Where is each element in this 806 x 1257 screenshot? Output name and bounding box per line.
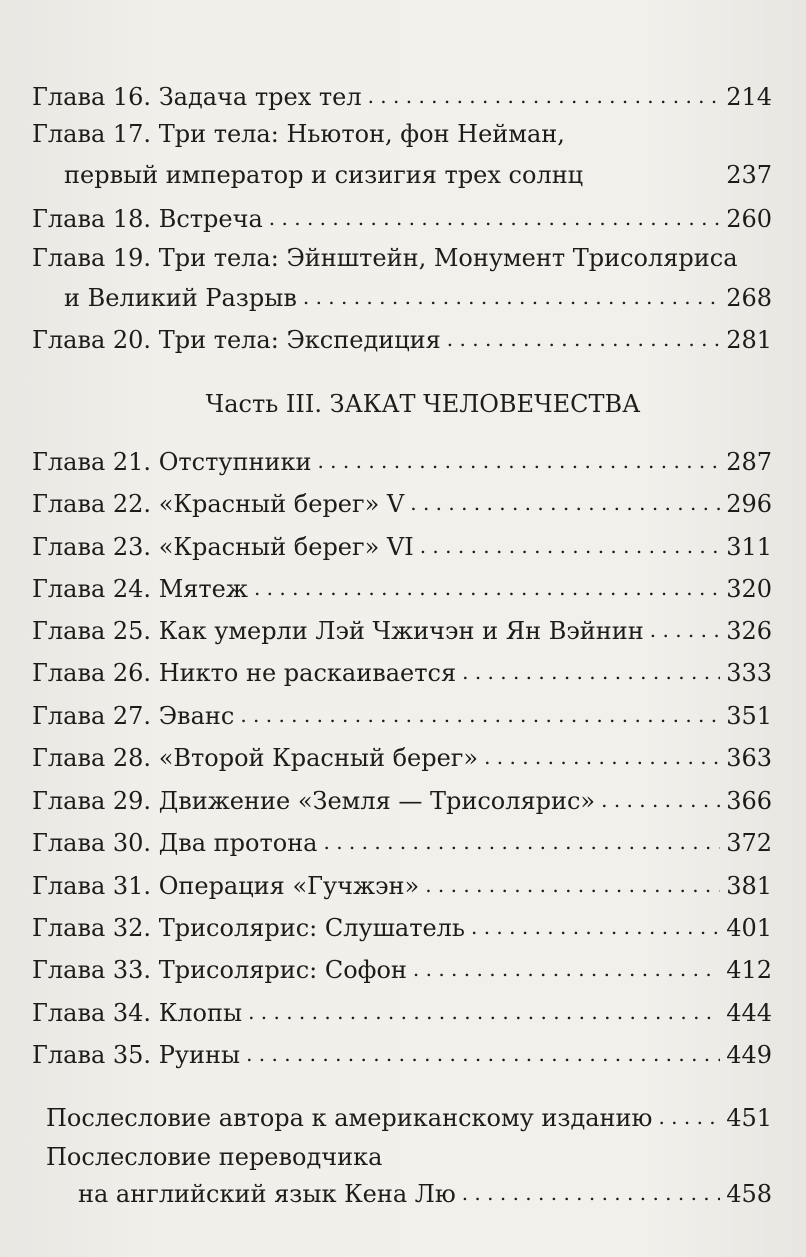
- toc-entry-afterword-author: [46, 1103, 772, 1134]
- dot-leader: [462, 657, 720, 687]
- toc-entry-title: Глава 35. Руины: [32, 1041, 241, 1069]
- toc-entry-afterword-translator: [78, 1179, 772, 1210]
- toc-entry-title: Глава 31. Операция «Гучжэн»: [32, 872, 420, 900]
- toc-entry-page: 260: [726, 205, 772, 233]
- toc-entry-title: Глава 22. «Красный берег» V: [32, 490, 405, 518]
- toc-entry-title: Глава 34. Клопы: [32, 999, 243, 1027]
- toc-entry: [32, 616, 772, 647]
- dot-leader: [368, 81, 721, 111]
- dot-leader: [240, 700, 720, 730]
- toc-entry-page: 366: [726, 787, 772, 815]
- toc-entry-title-line1: Глава 19. Три тела: Эйнштейн, Монумент Трисоляриса: [32, 244, 738, 272]
- toc-entry: [32, 325, 772, 356]
- toc-entry: [32, 82, 772, 113]
- toc-entry: [32, 574, 772, 605]
- toc-entry-title-line1: Послесловие переводчика: [46, 1143, 383, 1171]
- toc-entry: [32, 447, 772, 478]
- toc-entry: [32, 701, 772, 732]
- toc-entry-title: Глава 21. Отступники: [32, 448, 312, 476]
- dot-leader: [248, 997, 720, 1027]
- toc-entry: [32, 786, 772, 817]
- toc-entry-title: Глава 26. Никто не раскаивается: [32, 659, 457, 687]
- toc-entry: [32, 871, 772, 902]
- toc-entry-page: 320: [726, 575, 772, 603]
- toc-entry-title-line1: Глава 17. Три тела: Ньютон, фон Нейман,: [32, 120, 565, 148]
- toc-entry-title: Глава 16. Задача трех тел: [32, 83, 362, 111]
- dot-leader: [484, 742, 720, 772]
- toc-entry-page: 412: [726, 956, 772, 984]
- toc-entry-page: 451: [726, 1104, 772, 1132]
- dot-leader: [410, 488, 720, 518]
- toc-entry-page: 363: [726, 744, 772, 772]
- toc-entry-page: 449: [726, 1041, 772, 1069]
- dot-leader: [413, 954, 720, 984]
- dot-leader: [317, 446, 720, 476]
- toc-entry: [32, 204, 772, 235]
- toc-entry-title: Глава 32. Трисолярис: Слушатель: [32, 914, 465, 942]
- dot-leader: [303, 282, 720, 312]
- toc-entry: [32, 913, 772, 944]
- toc-entry-page: 268: [726, 284, 772, 312]
- dot-leader: [254, 573, 720, 603]
- toc-entry-page: 458: [726, 1180, 772, 1208]
- toc-entry-title: и Великий Разрыв: [64, 284, 297, 312]
- toc-entry: [32, 1040, 772, 1071]
- toc-entry-title: Глава 27. Эванс: [32, 702, 235, 730]
- dot-leader: [658, 1102, 720, 1132]
- dot-leader: [420, 531, 720, 561]
- toc-entry: [32, 743, 772, 774]
- toc-entry-title: первый император и сизигия трех солнц: [64, 161, 584, 189]
- dot-leader: [471, 912, 720, 942]
- toc-entry-page: 287: [726, 448, 772, 476]
- dot-leader: [601, 785, 720, 815]
- dot-leader: [462, 1178, 720, 1208]
- toc-entry-title: Послесловие автора к американскому изданию: [46, 1104, 653, 1132]
- toc-entry-page: 372: [726, 829, 772, 857]
- toc-entry-page: 444: [726, 999, 772, 1027]
- toc-entry: [32, 658, 772, 689]
- toc-entry-title: Глава 25. Как умерли Лэй Чжичэн и Ян Вэйнин: [32, 617, 644, 645]
- dot-leader: [269, 203, 720, 233]
- toc-entry-page: 326: [726, 617, 772, 645]
- toc-entry: [32, 998, 772, 1029]
- toc-entry-page: 381: [726, 872, 772, 900]
- toc-entry-title: Глава 33. Трисолярис: Софон: [32, 956, 407, 984]
- toc-entry-title: на английский язык Кена Лю: [78, 1180, 456, 1208]
- toc-entry-title: Глава 24. Мятеж: [32, 575, 248, 603]
- toc-entry-title: Глава 20. Три тела: Экспедиция: [32, 326, 441, 354]
- toc-entry: [32, 955, 772, 986]
- toc-entry-page: 214: [726, 83, 772, 111]
- dot-leader: [447, 324, 720, 354]
- toc-entry: [32, 828, 772, 859]
- toc-entry-page: 351: [726, 702, 772, 730]
- dot-leader: [650, 615, 720, 645]
- part-heading: Часть III. ЗАКАТ ЧЕЛОВЕЧЕСТВА: [205, 390, 641, 418]
- toc-entry-title: Глава 28. «Второй Красный берег»: [32, 744, 479, 772]
- toc-entry-page: 281: [726, 326, 772, 354]
- toc-entry-page: 401: [726, 914, 772, 942]
- toc-entry-title: Глава 29. Движение «Земля — Трисолярис»: [32, 787, 596, 815]
- toc-entry-page: 237: [726, 161, 772, 189]
- dot-leader: [324, 827, 721, 857]
- toc-entry: [32, 489, 772, 520]
- toc-entry-title: Глава 30. Два протона: [32, 829, 318, 857]
- toc-entry: [32, 532, 772, 563]
- toc-entry-page: 296: [726, 490, 772, 518]
- toc-entry-page: 333: [726, 659, 772, 687]
- toc-entry-title: Глава 18. Встреча: [32, 205, 263, 233]
- toc-entry-page: 311: [726, 533, 772, 561]
- toc-entry: [64, 283, 772, 314]
- dot-leader: [425, 870, 720, 900]
- toc-entry: [64, 160, 772, 191]
- toc-entry-title: Глава 23. «Красный берег» VI: [32, 533, 414, 561]
- dot-leader: [246, 1039, 720, 1069]
